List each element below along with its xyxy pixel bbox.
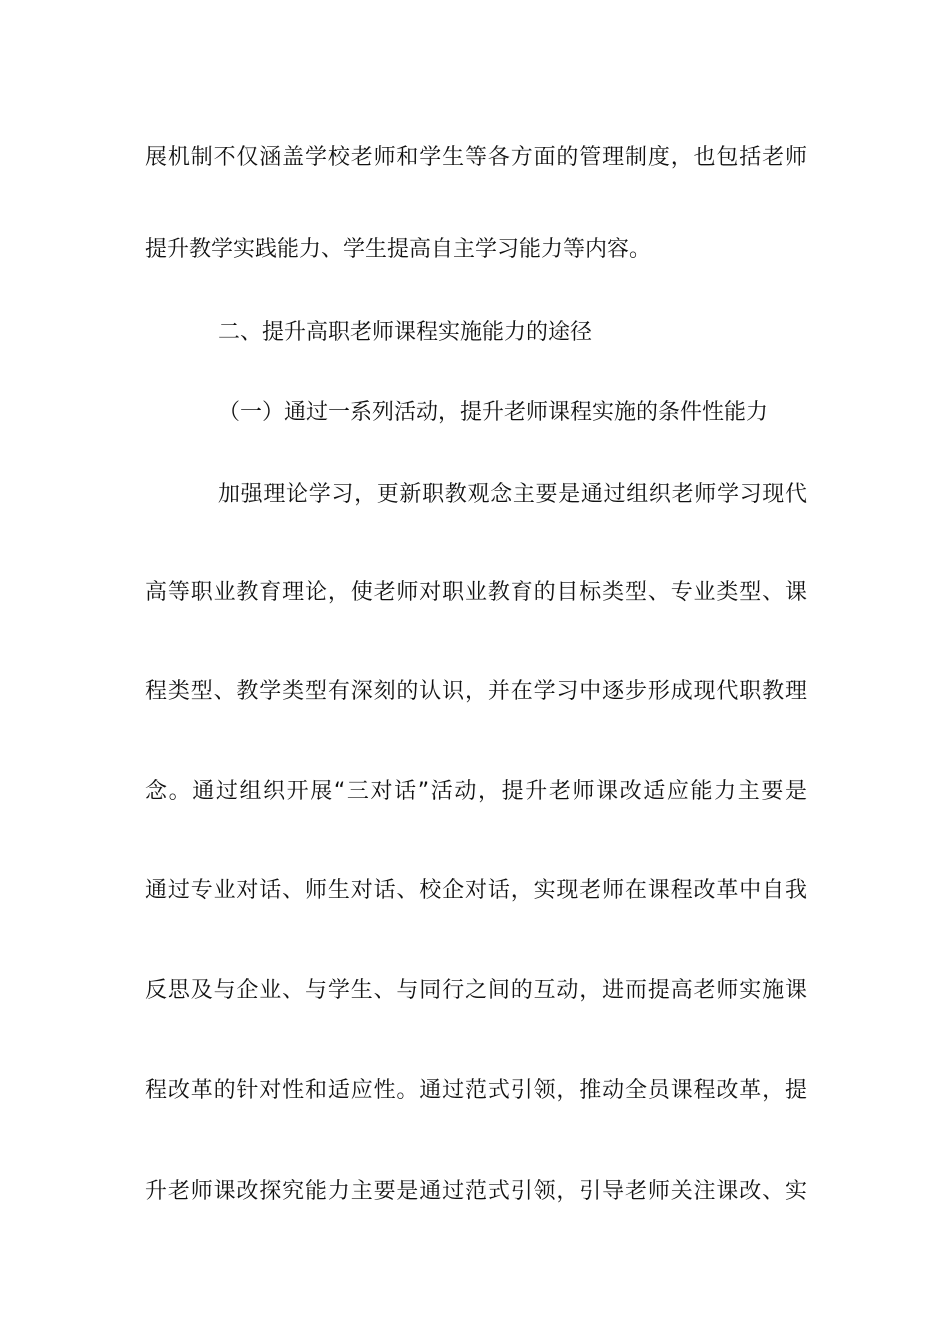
paragraph-line: 高等职业教育理论，使老师对职业教育的目标类型、专业类型、课 xyxy=(145,580,807,605)
paragraph-line: 提升教学实践能力、学生提高自主学习能力等内容。 xyxy=(145,237,652,262)
subsection-heading: （一）通过一系列活动，提升老师课程实施的条件性能力 xyxy=(218,400,769,425)
paragraph-line: 反思及与企业、与学生、与同行之间的互动，进而提高老师实施课 xyxy=(145,978,807,1003)
paragraph-line: 加强理论学习，更新职教观念主要是通过组织老师学习现代 xyxy=(218,482,807,507)
paragraph-line: 展机制不仅涵盖学校老师和学生等各方面的管理制度，也包括老师 xyxy=(145,145,807,170)
paragraph-line: 程改革的针对性和适应性。通过范式引领，推动全员课程改革，提 xyxy=(145,1078,807,1103)
paragraph-line: 通过专业对话、师生对话、校企对话，实现老师在课程改革中自我 xyxy=(145,878,807,903)
section-heading: 二、提升高职老师课程实施能力的途径 xyxy=(218,320,593,345)
paragraph-line: 念。通过组织开展“三对话”活动，提升老师课改适应能力主要是 xyxy=(145,779,807,804)
paragraph-line: 升老师课改探究能力主要是通过范式引领，引导老师关注课改、实 xyxy=(145,1179,807,1204)
paragraph-line: 程类型、教学类型有深刻的认识，并在学习中逐步形成现代职教理 xyxy=(145,679,807,704)
